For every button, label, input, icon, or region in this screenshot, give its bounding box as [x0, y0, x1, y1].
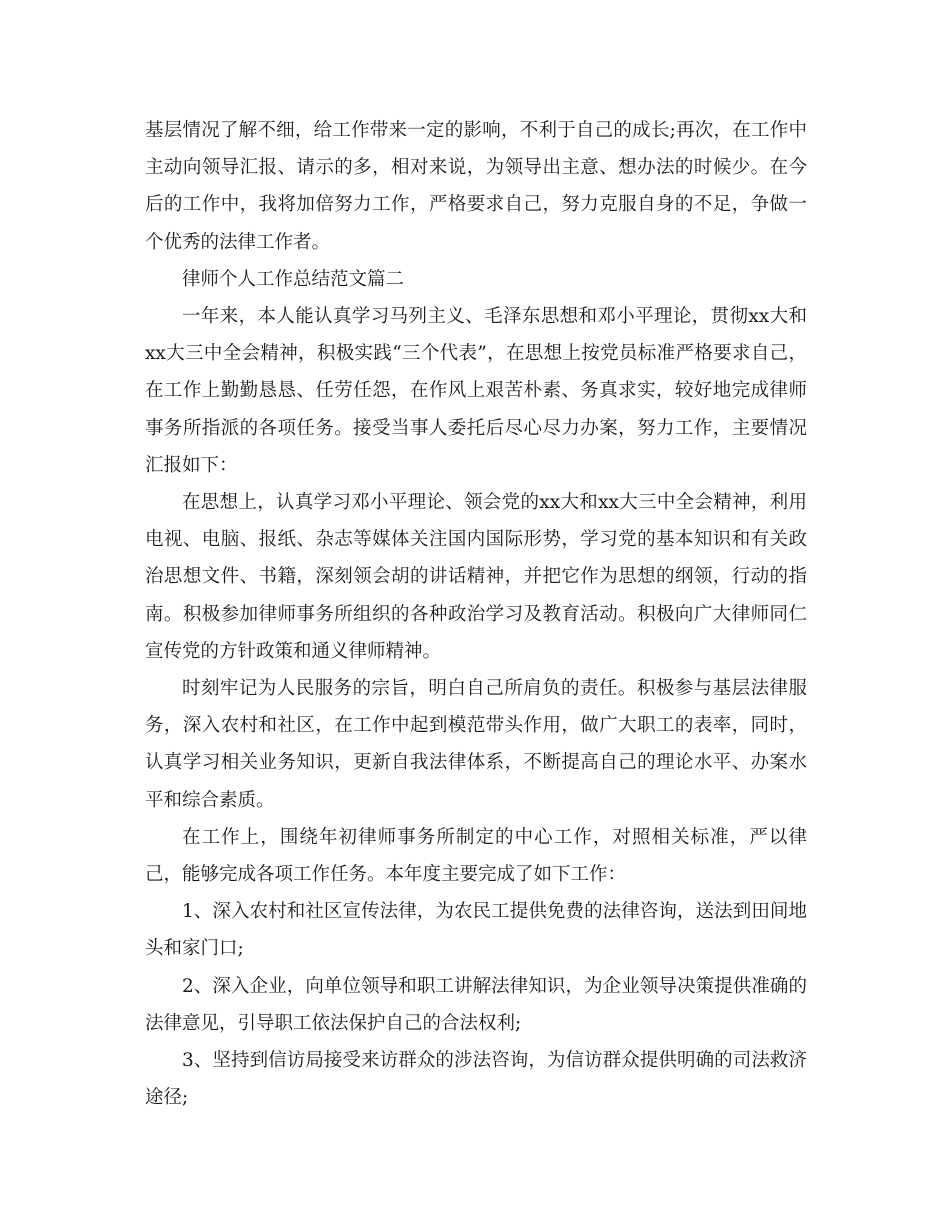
list-item-1: 1、深入农村和社区宣传法律，为农民工提供免费的法律咨询，送法到田间地头和家门口; — [145, 901, 807, 960]
paragraph-service: 时刻牢记为人民服务的宗旨，明白自己所肩负的责任。积极参与基层法律服务，深入农村和社区，在工作中起到模范带头作用，做广大职工的表率，同时，认真学习相关业务知识，更新自我法律体系，不断提高自己的理论水平、办案水平和综合素质。 — [145, 678, 807, 811]
document-body — [145, 112, 807, 1116]
paragraph-intro: 一年来，本人能认真学习马列主义、毛泽东思想和邓小平理论，贯彻xx大和xx大三中全会精神，积极实践“三个代表”，在思想上按党员标准严格要求自己，在工作上勤勤恳恳、任劳任怨，在作风上艰苦朴素、务真求实，较好地完成律师事务所指派的各项任务。接受当事人委托后尽心尽力办案，努力工作，主要情况汇报如下： — [145, 306, 807, 476]
section-heading: 律师个人工作总结范文篇二 — [182, 268, 405, 290]
list-item-3: 3、坚持到信访局接受来访群众的涉法咨询，为信访群众提供明确的司法救济途径; — [145, 1050, 807, 1109]
paragraph-continuation: 基层情况了解不细，给工作带来一定的影响，不利于自己的成长;再次，在工作中主动向领导汇报、请示的多，相对来说，为领导出主意、想办法的时候少。在今后的工作中，我将加倍努力工作，严格要求自己，努力克服自身的不足，争做一个优秀的法律工作者。 — [145, 120, 807, 253]
paragraph-work: 在工作上，围绕年初律师事务所制定的中心工作，对照相关标准，严以律己，能够完成各项工作任务。本年度主要完成了如下工作： — [145, 826, 807, 886]
list-item-2: 2、深入企业，向单位领导和职工讲解法律知识，为企业领导决策提供准确的法律意见，引导职工依法保护自己的合法权利; — [145, 975, 807, 1034]
paragraph-ideology: 在思想上，认真学习邓小平理论、领会党的xx大和xx大三中全会精神，利用电视、电脑、报纸、杂志等媒体关注国内国际形势，学习党的基本知识和有关政治思想文件、书籍，深刻领会胡的讲话精神，并把它作为思想的纲领，行动的指南。积极参加律师事务所组织的各种政治学习及教育活动。积极向广大律师同仁宣传党的方针政策和通义律师精神。 — [145, 492, 807, 662]
